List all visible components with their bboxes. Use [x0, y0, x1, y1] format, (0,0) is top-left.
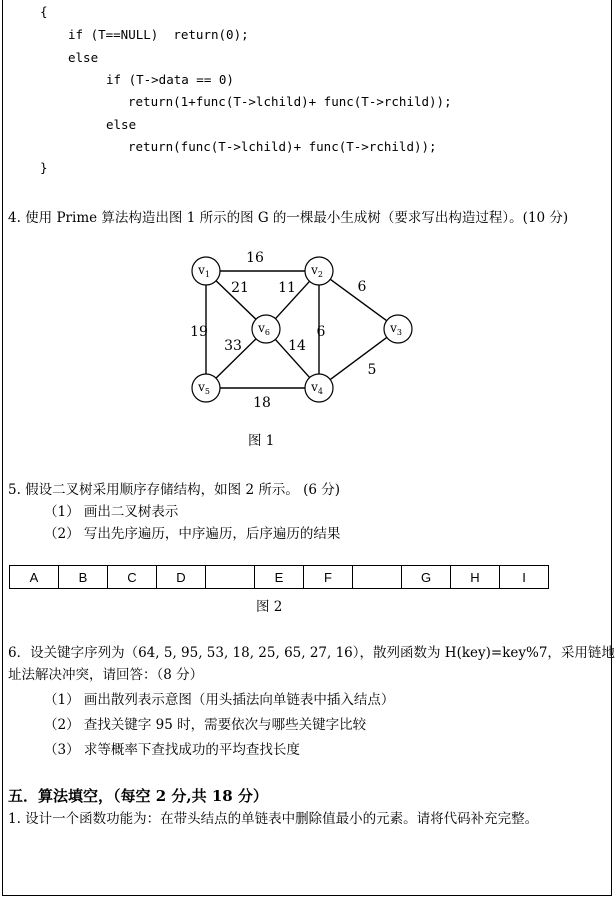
sequential-storage-array [9, 565, 549, 589]
edge-weight-label: 6 [316, 324, 326, 340]
edge-weight-label: 18 [253, 395, 271, 411]
question-6-line-2: 址法解决冲突，请回答：（8 分） [8, 667, 204, 683]
code-line-if-data: if (T->data == 0) [106, 72, 234, 87]
array-cell [206, 566, 255, 589]
graph-edge [330, 337, 387, 379]
edge-weight-label: 14 [288, 338, 306, 354]
array-cell: H [451, 566, 500, 589]
code-line-else-2: else [106, 117, 137, 132]
question-5-text: 5. 假设二叉树采用顺序存储结构，如图 2 所示。 (6 分) [8, 482, 341, 498]
question-5-item-1: （1） 画出二叉树表示 [44, 504, 179, 520]
array-cell: I [500, 566, 549, 589]
edge-weight-label: 11 [278, 280, 296, 296]
code-line-return-2: return(func(T->lchild)+ func(T->rchild)); [128, 139, 437, 154]
question-6-line-1: 6．设关键字序列为（64, 5, 95, 53, 18, 25, 65, 27, 16），散列函数为 H(key)=key%7，采用链地 [8, 645, 615, 661]
array-cell [353, 566, 402, 589]
edge-weight-label: 6 [357, 279, 367, 295]
code-line-open-brace: { [40, 4, 48, 19]
section-5-heading: 五．算法填空，（每空 2 分,共 18 分） [8, 787, 268, 805]
node-label: $v_4$ [311, 380, 323, 396]
question-6-item-2: （2） 查找关键字 95 时，需要依次与哪些关键字比较 [44, 717, 367, 733]
question-5-item-2: （2） 写出先序遍历，中序遍历，后序遍历的结果 [44, 526, 341, 542]
question-6-item-3: （3） 求等概率下查找成功的平均查找长度 [44, 742, 300, 758]
graph-node [252, 315, 280, 343]
question-4-text: 4. 使用 Prime 算法构造出图 1 所示的图 G 的一棵最小生成树（要求写出构造过程）。(10 分) [8, 210, 569, 226]
node-label: $v_6$ [258, 321, 270, 337]
graph-node [192, 374, 220, 402]
graph-node [305, 374, 333, 402]
array-cell: E [255, 566, 304, 589]
code-line-return-1: return(1+func(T->lchild)+ func(T->rchild)); [128, 94, 452, 109]
figure-2-caption: 图 2 [256, 599, 283, 615]
node-label: $v_3$ [390, 321, 402, 337]
graph-node [192, 257, 220, 285]
edge-weight-label: 5 [367, 362, 377, 378]
code-line-close-brace: } [40, 160, 48, 175]
edge-weight-label: 19 [190, 324, 208, 340]
question-6-item-1: （1） 画出散列表示意图（用头插法向单链表中插入结点） [44, 692, 395, 708]
array-cell: C [108, 566, 157, 589]
array-cell: G [402, 566, 451, 589]
edge-weight-label: 33 [224, 338, 242, 354]
array-cell: A [10, 566, 59, 589]
array-cell: D [157, 566, 206, 589]
array-cell: F [304, 566, 353, 589]
code-line-if-null: if (T==NULL) return(0); [68, 27, 249, 42]
code-line-else-1: else [68, 50, 99, 65]
node-label: $v_5$ [198, 380, 210, 396]
edge-weight-label: 16 [246, 250, 264, 266]
figure-1-caption: 图 1 [248, 433, 275, 449]
graph-node [305, 257, 333, 285]
node-label: $v_2$ [311, 263, 323, 279]
array-cell: B [59, 566, 108, 589]
node-label: $v_1$ [198, 263, 210, 279]
section-5-question-1: 1. 设计一个函数功能为：在带头结点的单链表中删除值最小的元素。请将代码补充完整。 [8, 811, 539, 827]
edge-weight-label: 21 [231, 280, 249, 296]
graph-node [384, 315, 412, 343]
